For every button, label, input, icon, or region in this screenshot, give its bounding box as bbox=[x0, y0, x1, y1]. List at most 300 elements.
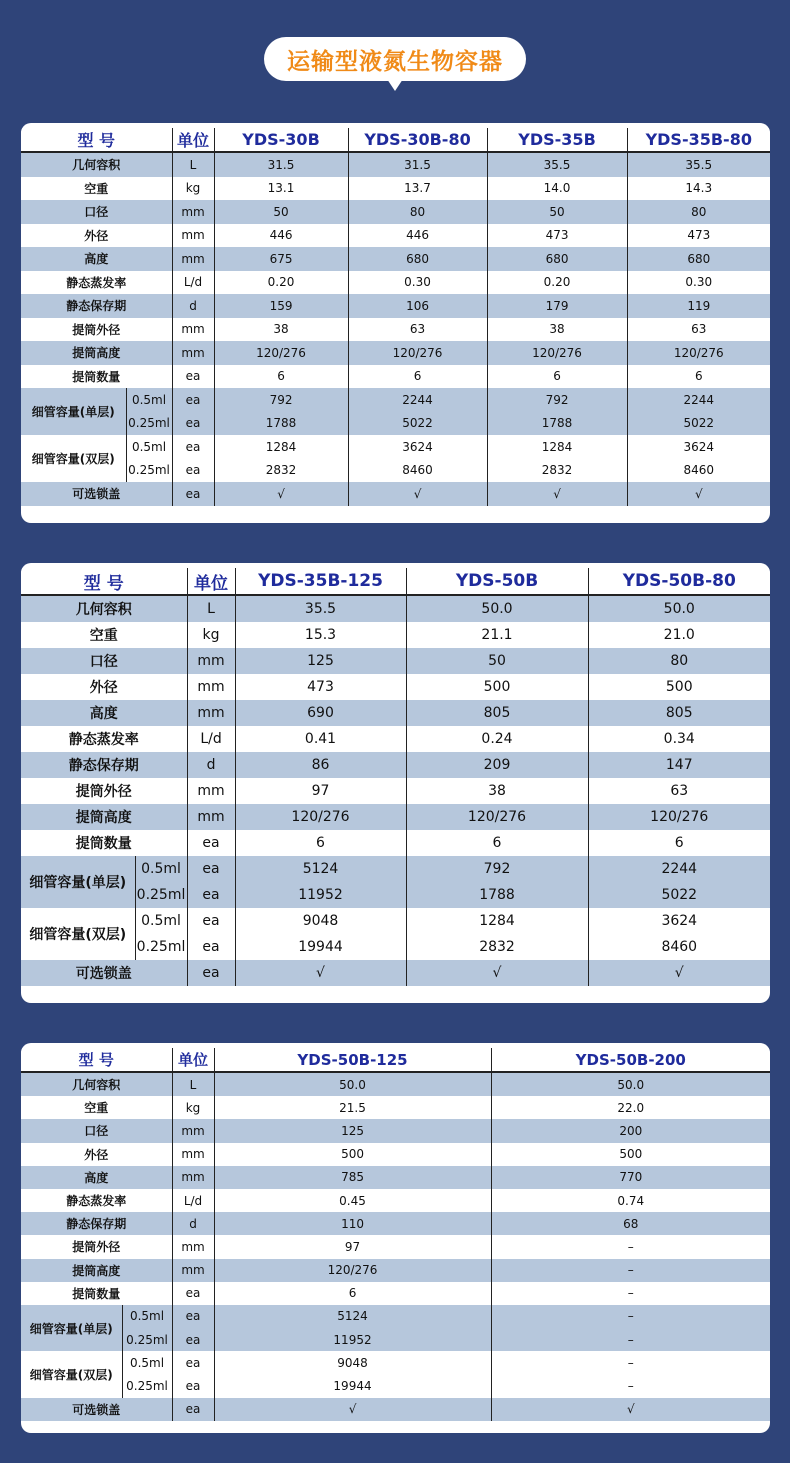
spec-value: 50.0 bbox=[491, 1072, 770, 1096]
spec-value: – bbox=[491, 1235, 770, 1258]
spec-value: 14.0 bbox=[487, 177, 627, 201]
spec-value: 792 bbox=[487, 388, 627, 412]
model-name: YDS-35B-125 bbox=[235, 568, 406, 595]
spec-value: – bbox=[491, 1374, 770, 1397]
row-label: 口径 bbox=[21, 648, 187, 674]
spec-value: 1788 bbox=[406, 882, 588, 908]
table-row bbox=[21, 960, 770, 986]
table-row bbox=[21, 152, 770, 177]
straw-row bbox=[21, 1328, 770, 1351]
spec-value: 6 bbox=[487, 365, 627, 389]
row-unit: mm bbox=[187, 674, 235, 700]
spec-value: 805 bbox=[588, 700, 770, 726]
spec-value: 14.3 bbox=[627, 177, 770, 201]
spec-value: 805 bbox=[406, 700, 588, 726]
row-label: 静态保存期 bbox=[21, 294, 172, 318]
spec-value: 120/276 bbox=[348, 341, 487, 365]
spec-value: 0.20 bbox=[214, 271, 348, 295]
row-unit: ea bbox=[187, 830, 235, 856]
row-unit: d bbox=[172, 1212, 214, 1235]
row-label: 静态蒸发率 bbox=[21, 726, 187, 752]
row-unit: kg bbox=[187, 622, 235, 648]
row-unit: L bbox=[172, 152, 214, 177]
model-header: 型 号 bbox=[21, 568, 187, 595]
row-unit: ea bbox=[172, 365, 214, 389]
spec-value: 0.41 bbox=[235, 726, 406, 752]
spec-value: 2244 bbox=[348, 388, 487, 412]
spec-value: 35.5 bbox=[235, 595, 406, 622]
spec-value: 31.5 bbox=[214, 152, 348, 177]
spec-value: 1284 bbox=[487, 435, 627, 459]
spec-value: 9048 bbox=[235, 908, 406, 934]
spec-value: 31.5 bbox=[348, 152, 487, 177]
row-unit: mm bbox=[187, 778, 235, 804]
row-label: 口径 bbox=[21, 1119, 172, 1142]
spec-value: 120/276 bbox=[627, 341, 770, 365]
row-unit: mm bbox=[172, 247, 214, 271]
spec-value: 1284 bbox=[214, 435, 348, 459]
spec-value: – bbox=[491, 1282, 770, 1305]
spec-value: 500 bbox=[406, 674, 588, 700]
row-unit: ea bbox=[172, 412, 214, 436]
spec-value: 5022 bbox=[588, 882, 770, 908]
spec-value: 80 bbox=[627, 200, 770, 224]
table-row bbox=[21, 341, 770, 365]
model-name: YDS-30B bbox=[214, 128, 348, 152]
table-row bbox=[21, 1282, 770, 1305]
row-unit: mm bbox=[172, 224, 214, 248]
straw-row bbox=[21, 1374, 770, 1397]
row-label: 提筒外径 bbox=[21, 778, 187, 804]
table-row bbox=[21, 1259, 770, 1282]
model-name: YDS-50B-200 bbox=[491, 1048, 770, 1072]
table-row bbox=[21, 271, 770, 295]
unit-header: 单位 bbox=[187, 568, 235, 595]
row-label: 高度 bbox=[21, 700, 187, 726]
spec-value: 0.20 bbox=[487, 271, 627, 295]
row-label: 几何容积 bbox=[21, 595, 187, 622]
spec-value: 500 bbox=[588, 674, 770, 700]
spec-value: 770 bbox=[491, 1166, 770, 1189]
spec-value: 680 bbox=[487, 247, 627, 271]
spec-value: 9048 bbox=[214, 1351, 491, 1374]
spec-card-2 bbox=[21, 563, 770, 1003]
model-name: YDS-35B-80 bbox=[627, 128, 770, 152]
spec-value: 500 bbox=[491, 1143, 770, 1166]
table-row bbox=[21, 778, 770, 804]
spec-table-1 bbox=[21, 128, 770, 506]
spec-value: 1788 bbox=[214, 412, 348, 436]
table-row bbox=[21, 804, 770, 830]
straw-size: 0.25ml bbox=[122, 1328, 172, 1351]
spec-value: 6 bbox=[214, 1282, 491, 1305]
spec-value: 35.5 bbox=[627, 152, 770, 177]
spec-value: 0.30 bbox=[627, 271, 770, 295]
row-unit: mm bbox=[172, 1119, 214, 1142]
spec-value: 0.74 bbox=[491, 1189, 770, 1212]
spec-value: 21.0 bbox=[588, 622, 770, 648]
row-unit: d bbox=[187, 752, 235, 778]
table-row bbox=[21, 318, 770, 342]
spec-value: 0.34 bbox=[588, 726, 770, 752]
spec-value: 110 bbox=[214, 1212, 491, 1235]
check-mark: √ bbox=[348, 482, 487, 506]
spec-value: 38 bbox=[406, 778, 588, 804]
row-unit: L/d bbox=[172, 1189, 214, 1212]
row-unit: ea bbox=[172, 1398, 214, 1421]
spec-value: 38 bbox=[487, 318, 627, 342]
model-header: 型 号 bbox=[21, 1048, 172, 1072]
spec-value: 2832 bbox=[214, 459, 348, 483]
check-mark: √ bbox=[235, 960, 406, 986]
table-row bbox=[21, 1072, 770, 1096]
spec-value: 11952 bbox=[235, 882, 406, 908]
check-mark: √ bbox=[214, 1398, 491, 1421]
row-unit: ea bbox=[172, 1351, 214, 1374]
spec-value: 50 bbox=[214, 200, 348, 224]
row-unit: ea bbox=[172, 1305, 214, 1328]
row-label: 外径 bbox=[21, 224, 172, 248]
row-unit: L bbox=[172, 1072, 214, 1096]
row-label: 提筒外径 bbox=[21, 318, 172, 342]
spec-value: 125 bbox=[214, 1119, 491, 1142]
row-unit: mm bbox=[172, 341, 214, 365]
spec-value: 3624 bbox=[588, 908, 770, 934]
row-label: 空重 bbox=[21, 177, 172, 201]
spec-value: – bbox=[491, 1351, 770, 1374]
spec-value: 209 bbox=[406, 752, 588, 778]
spec-value: 35.5 bbox=[487, 152, 627, 177]
row-unit: mm bbox=[172, 1259, 214, 1282]
spec-value: 8460 bbox=[627, 459, 770, 483]
straw-row bbox=[21, 412, 770, 436]
spec-value: 80 bbox=[348, 200, 487, 224]
model-name: YDS-50B-125 bbox=[214, 1048, 491, 1072]
model-name: YDS-50B bbox=[406, 568, 588, 595]
table-row bbox=[21, 622, 770, 648]
spec-value: 473 bbox=[487, 224, 627, 248]
table-row bbox=[21, 177, 770, 201]
table-row bbox=[21, 595, 770, 622]
straw-row bbox=[21, 459, 770, 483]
spec-value: – bbox=[491, 1328, 770, 1351]
spec-value: 19944 bbox=[235, 934, 406, 960]
row-unit: ea bbox=[172, 1374, 214, 1397]
row-unit: ea bbox=[172, 1282, 214, 1305]
straw-row bbox=[21, 1351, 770, 1374]
spec-value: 785 bbox=[214, 1166, 491, 1189]
spec-value: 120/276 bbox=[487, 341, 627, 365]
table-row bbox=[21, 365, 770, 389]
spec-value: 80 bbox=[588, 648, 770, 674]
spec-value: 125 bbox=[235, 648, 406, 674]
straw-group-label: 细管容量(双层) bbox=[21, 435, 126, 482]
straw-row bbox=[21, 856, 770, 882]
spec-value: 86 bbox=[235, 752, 406, 778]
straw-size: 0.25ml bbox=[126, 459, 172, 483]
spec-table-2 bbox=[21, 568, 770, 986]
spec-value: 0.45 bbox=[214, 1189, 491, 1212]
spec-value: 120/276 bbox=[214, 1259, 491, 1282]
table-row bbox=[21, 1166, 770, 1189]
table-row bbox=[21, 1235, 770, 1258]
straw-group-label: 细管容量(双层) bbox=[21, 908, 135, 960]
model-name: YDS-30B-80 bbox=[348, 128, 487, 152]
row-unit: ea bbox=[187, 882, 235, 908]
spec-value: 473 bbox=[627, 224, 770, 248]
spec-value: 97 bbox=[235, 778, 406, 804]
straw-row bbox=[21, 1305, 770, 1328]
header-row bbox=[21, 128, 770, 152]
spec-value: 446 bbox=[214, 224, 348, 248]
straw-row bbox=[21, 908, 770, 934]
row-label: 提筒外径 bbox=[21, 1235, 172, 1258]
spec-value: – bbox=[491, 1305, 770, 1328]
spec-value: 13.7 bbox=[348, 177, 487, 201]
spec-value: 2244 bbox=[627, 388, 770, 412]
row-label: 静态蒸发率 bbox=[21, 1189, 172, 1212]
row-label: 提筒高度 bbox=[21, 341, 172, 365]
table-row bbox=[21, 752, 770, 778]
table-row bbox=[21, 726, 770, 752]
row-unit: ea bbox=[187, 960, 235, 986]
spec-value: 50 bbox=[406, 648, 588, 674]
table-row bbox=[21, 200, 770, 224]
check-mark: √ bbox=[588, 960, 770, 986]
row-label: 提筒数量 bbox=[21, 830, 187, 856]
straw-group-label: 细管容量(单层) bbox=[21, 388, 126, 435]
header-row bbox=[21, 1048, 770, 1072]
check-mark: √ bbox=[406, 960, 588, 986]
row-unit: ea bbox=[187, 934, 235, 960]
straw-row bbox=[21, 388, 770, 412]
spec-value: 147 bbox=[588, 752, 770, 778]
check-mark: √ bbox=[627, 482, 770, 506]
row-unit: mm bbox=[187, 700, 235, 726]
row-label: 外径 bbox=[21, 674, 187, 700]
row-label: 提筒高度 bbox=[21, 1259, 172, 1282]
spec-value: 6 bbox=[406, 830, 588, 856]
row-label: 静态保存期 bbox=[21, 1212, 172, 1235]
row-unit: ea bbox=[187, 856, 235, 882]
spec-value: 792 bbox=[406, 856, 588, 882]
straw-size: 0.5ml bbox=[126, 388, 172, 412]
spec-value: 63 bbox=[627, 318, 770, 342]
spec-value: 8460 bbox=[348, 459, 487, 483]
spec-value: 5022 bbox=[627, 412, 770, 436]
row-unit: mm bbox=[187, 648, 235, 674]
spec-value: 680 bbox=[348, 247, 487, 271]
straw-size: 0.25ml bbox=[122, 1374, 172, 1397]
spec-value: 690 bbox=[235, 700, 406, 726]
spec-value: 50.0 bbox=[406, 595, 588, 622]
page-title: 运输型液氮生物容器 bbox=[264, 37, 526, 81]
straw-size: 0.25ml bbox=[135, 934, 187, 960]
row-label: 静态蒸发率 bbox=[21, 271, 172, 295]
table-row bbox=[21, 648, 770, 674]
spec-value: 19944 bbox=[214, 1374, 491, 1397]
row-label: 高度 bbox=[21, 1166, 172, 1189]
row-unit: d bbox=[172, 294, 214, 318]
row-label: 可选锁盖 bbox=[21, 960, 187, 986]
spec-value: 11952 bbox=[214, 1328, 491, 1351]
row-unit: mm bbox=[172, 1235, 214, 1258]
spec-value: – bbox=[491, 1259, 770, 1282]
spec-value: 5124 bbox=[214, 1305, 491, 1328]
row-label: 提筒高度 bbox=[21, 804, 187, 830]
table-row bbox=[21, 224, 770, 248]
row-label: 提筒数量 bbox=[21, 365, 172, 389]
row-label: 口径 bbox=[21, 200, 172, 224]
row-unit: kg bbox=[172, 1096, 214, 1119]
spec-value: 63 bbox=[588, 778, 770, 804]
row-unit: L bbox=[187, 595, 235, 622]
row-unit: ea bbox=[172, 435, 214, 459]
table-row bbox=[21, 1143, 770, 1166]
spec-value: 106 bbox=[348, 294, 487, 318]
row-unit: mm bbox=[172, 1166, 214, 1189]
row-unit: ea bbox=[172, 482, 214, 506]
spec-value: 473 bbox=[235, 674, 406, 700]
row-unit: L/d bbox=[172, 271, 214, 295]
spec-value: 6 bbox=[348, 365, 487, 389]
table-row bbox=[21, 700, 770, 726]
spec-value: 13.1 bbox=[214, 177, 348, 201]
header-row bbox=[21, 568, 770, 595]
spec-value: 1788 bbox=[487, 412, 627, 436]
row-label: 几何容积 bbox=[21, 152, 172, 177]
spec-value: 792 bbox=[214, 388, 348, 412]
row-label: 空重 bbox=[21, 622, 187, 648]
model-name: YDS-50B-80 bbox=[588, 568, 770, 595]
spec-value: 6 bbox=[588, 830, 770, 856]
spec-value: 22.0 bbox=[491, 1096, 770, 1119]
unit-header: 单位 bbox=[172, 1048, 214, 1072]
row-label: 外径 bbox=[21, 1143, 172, 1166]
spec-value: 2832 bbox=[487, 459, 627, 483]
table-row bbox=[21, 1212, 770, 1235]
check-mark: √ bbox=[491, 1398, 770, 1421]
row-unit: ea bbox=[172, 1328, 214, 1351]
check-mark: √ bbox=[487, 482, 627, 506]
straw-size: 0.5ml bbox=[122, 1351, 172, 1374]
spec-value: 680 bbox=[627, 247, 770, 271]
straw-group-label: 细管容量(双层) bbox=[21, 1351, 122, 1397]
row-unit: mm bbox=[172, 318, 214, 342]
spec-card-3 bbox=[21, 1043, 770, 1433]
table-row bbox=[21, 1096, 770, 1119]
spec-value: 21.5 bbox=[214, 1096, 491, 1119]
row-label: 高度 bbox=[21, 247, 172, 271]
table-row bbox=[21, 294, 770, 318]
spec-value: 500 bbox=[214, 1143, 491, 1166]
spec-value: 5022 bbox=[348, 412, 487, 436]
spec-value: 68 bbox=[491, 1212, 770, 1235]
spec-value: 6 bbox=[214, 365, 348, 389]
row-label: 可选锁盖 bbox=[21, 482, 172, 506]
straw-group-label: 细管容量(单层) bbox=[21, 856, 135, 908]
table-row bbox=[21, 1189, 770, 1212]
row-unit: mm bbox=[172, 200, 214, 224]
spec-value: 6 bbox=[627, 365, 770, 389]
spec-value: 200 bbox=[491, 1119, 770, 1142]
table-row bbox=[21, 482, 770, 506]
spec-value: 0.24 bbox=[406, 726, 588, 752]
straw-size: 0.5ml bbox=[135, 908, 187, 934]
straw-group-label: 细管容量(单层) bbox=[21, 1305, 122, 1351]
row-label: 几何容积 bbox=[21, 1072, 172, 1096]
spec-value: 97 bbox=[214, 1235, 491, 1258]
spec-value: 3624 bbox=[348, 435, 487, 459]
spec-table-3 bbox=[21, 1048, 770, 1421]
check-mark: √ bbox=[214, 482, 348, 506]
table-row bbox=[21, 1398, 770, 1421]
spec-value: 50 bbox=[487, 200, 627, 224]
straw-size: 0.5ml bbox=[135, 856, 187, 882]
straw-size: 0.25ml bbox=[126, 412, 172, 436]
spec-card-1 bbox=[21, 123, 770, 523]
spec-value: 5124 bbox=[235, 856, 406, 882]
row-unit: kg bbox=[172, 177, 214, 201]
row-unit: mm bbox=[172, 1143, 214, 1166]
spec-value: 120/276 bbox=[235, 804, 406, 830]
straw-row bbox=[21, 435, 770, 459]
table-row bbox=[21, 247, 770, 271]
spec-value: 8460 bbox=[588, 934, 770, 960]
row-label: 静态保存期 bbox=[21, 752, 187, 778]
spec-value: 50.0 bbox=[588, 595, 770, 622]
straw-size: 0.5ml bbox=[122, 1305, 172, 1328]
spec-value: 675 bbox=[214, 247, 348, 271]
spec-value: 120/276 bbox=[406, 804, 588, 830]
spec-value: 179 bbox=[487, 294, 627, 318]
spec-value: 15.3 bbox=[235, 622, 406, 648]
row-unit: ea bbox=[172, 388, 214, 412]
spec-value: 159 bbox=[214, 294, 348, 318]
spec-value: 120/276 bbox=[214, 341, 348, 365]
model-name: YDS-35B bbox=[487, 128, 627, 152]
row-unit: ea bbox=[172, 459, 214, 483]
row-unit: mm bbox=[187, 804, 235, 830]
unit-header: 单位 bbox=[172, 128, 214, 152]
table-row bbox=[21, 674, 770, 700]
row-unit: ea bbox=[187, 908, 235, 934]
spec-value: 50.0 bbox=[214, 1072, 491, 1096]
spec-value: 119 bbox=[627, 294, 770, 318]
spec-value: 3624 bbox=[627, 435, 770, 459]
straw-size: 0.25ml bbox=[135, 882, 187, 908]
table-row bbox=[21, 830, 770, 856]
row-label: 可选锁盖 bbox=[21, 1398, 172, 1421]
spec-value: 2244 bbox=[588, 856, 770, 882]
spec-value: 1284 bbox=[406, 908, 588, 934]
spec-value: 2832 bbox=[406, 934, 588, 960]
row-label: 提筒数量 bbox=[21, 1282, 172, 1305]
row-unit: L/d bbox=[187, 726, 235, 752]
table-row bbox=[21, 1119, 770, 1142]
model-header: 型 号 bbox=[21, 128, 172, 152]
spec-value: 63 bbox=[348, 318, 487, 342]
spec-value: 446 bbox=[348, 224, 487, 248]
spec-value: 120/276 bbox=[588, 804, 770, 830]
spec-value: 0.30 bbox=[348, 271, 487, 295]
spec-value: 6 bbox=[235, 830, 406, 856]
spec-value: 21.1 bbox=[406, 622, 588, 648]
row-label: 空重 bbox=[21, 1096, 172, 1119]
title-pointer bbox=[387, 79, 403, 91]
spec-value: 38 bbox=[214, 318, 348, 342]
straw-size: 0.5ml bbox=[126, 435, 172, 459]
